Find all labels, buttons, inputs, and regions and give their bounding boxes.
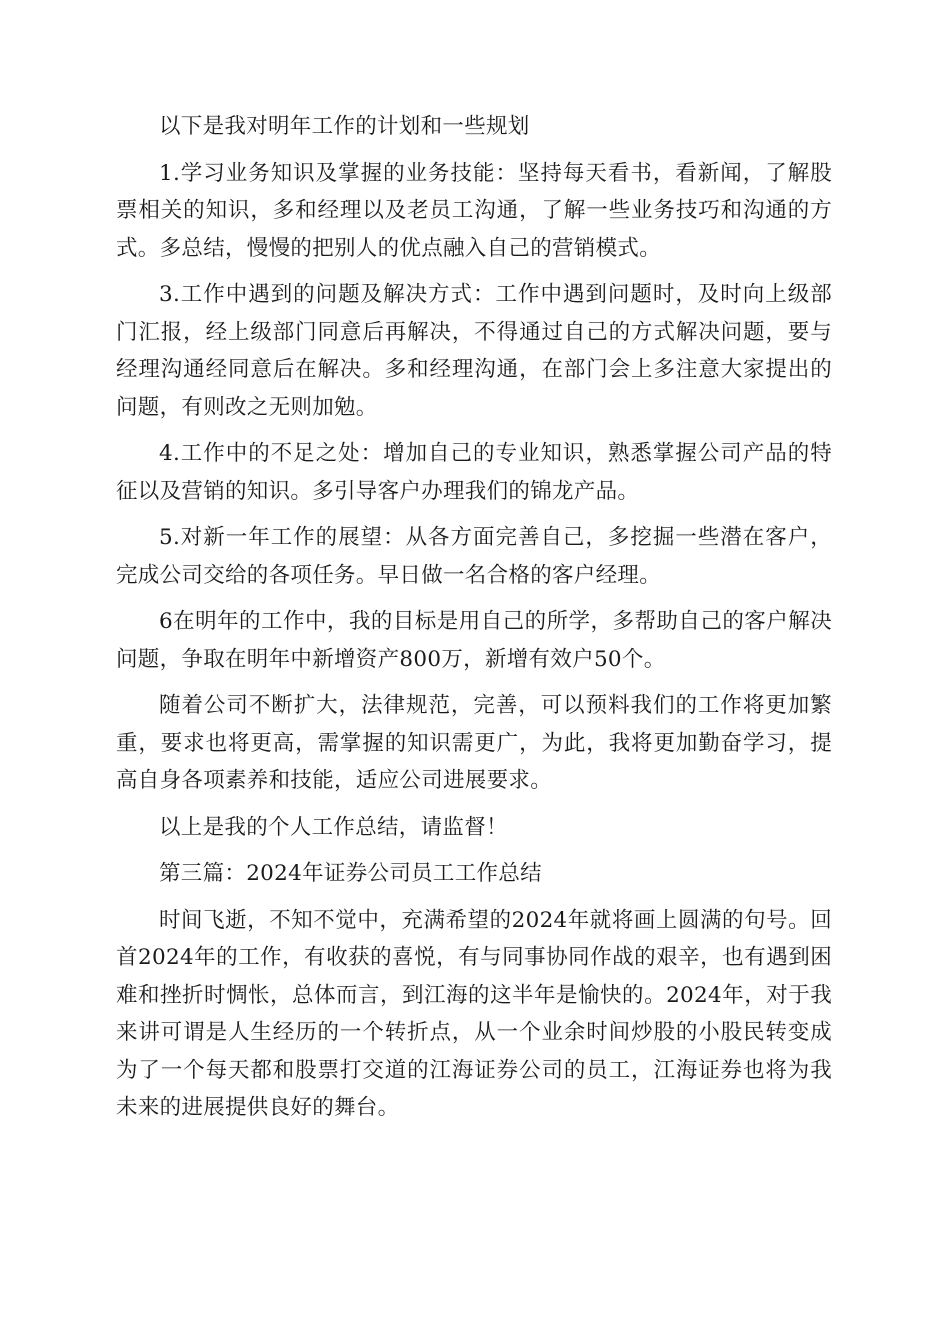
paragraph-company-growth: 随着公司不断扩大，法律规范，完善，可以预料我们的工作将更加繁重，要求也将更高，需掌握的知识需更广，为此，我将更加勤奋学习，提高自身各项素养和技能，适应公司进展要求。 <box>116 693 832 793</box>
paragraph-item-1: 1.学习业务知识及掌握的业务技能：坚持每天看书，看新闻，了解股票相关的知识，多和经理以及老员工沟通，了解一些业务技巧和沟通的方式。多总结，慢慢的把别人的优点融入自己的营销模式。 <box>116 160 832 261</box>
paragraph-summary-intro: 时间飞逝，不知不觉中，充满希望的2024年就将画上圆满的句号。回首2024年的工作，有收获的喜悦，有与同事协同作战的艰辛，也有遇到困难和挫折时惆怅，总体而言，到江海的这半年是愉快的。2024年，对于我来讲可谓是人生经历的一个转折点，从一个业余时间炒股的小股民转变成为了一个每天都和股票打交道的江海证券公司的员工，江海证券也将为我未来的进展提供良好的舞台。 <box>116 907 832 1120</box>
paragraph-item-4: 4.工作中的不足之处：增加自己的专业知识，熟悉掌握公司产品的特征以及营销的知识。多引导客户办理我们的锦龙产品。 <box>116 441 832 504</box>
paragraph-item-5: 5.对新一年工作的展望：从各方面完善自己，多挖掘一些潜在客户，完成公司交给的各项任务。早日做一名合格的客户经理。 <box>116 525 832 588</box>
paragraph-closing: 以上是我的个人工作总结，请监督！ <box>159 814 508 840</box>
document-page <box>116 108 832 1136</box>
paragraph-item-3: 3.工作中遇到的问题及解决方式：工作中遇到问题时，及时向上级部门汇报，经上级部门同意后再解决，不得通过自己的方式解决问题，要与经理沟通经同意后在解决。多和经理沟通，在部门会上多注意大家提出的问题，有则改之无则加勉。 <box>116 282 832 420</box>
paragraph-item-6: 6在明年的工作中，我的目标是用自己的所学，多帮助自己的客户解决问题，争取在明年中新增资产800万，新增有效户50个。 <box>116 609 832 672</box>
section-heading: 第三篇：2024年证券公司员工工作总结 <box>159 861 542 886</box>
paragraph-plan-intro: 以下是我对明年工作的计划和一些规划 <box>159 114 530 139</box>
